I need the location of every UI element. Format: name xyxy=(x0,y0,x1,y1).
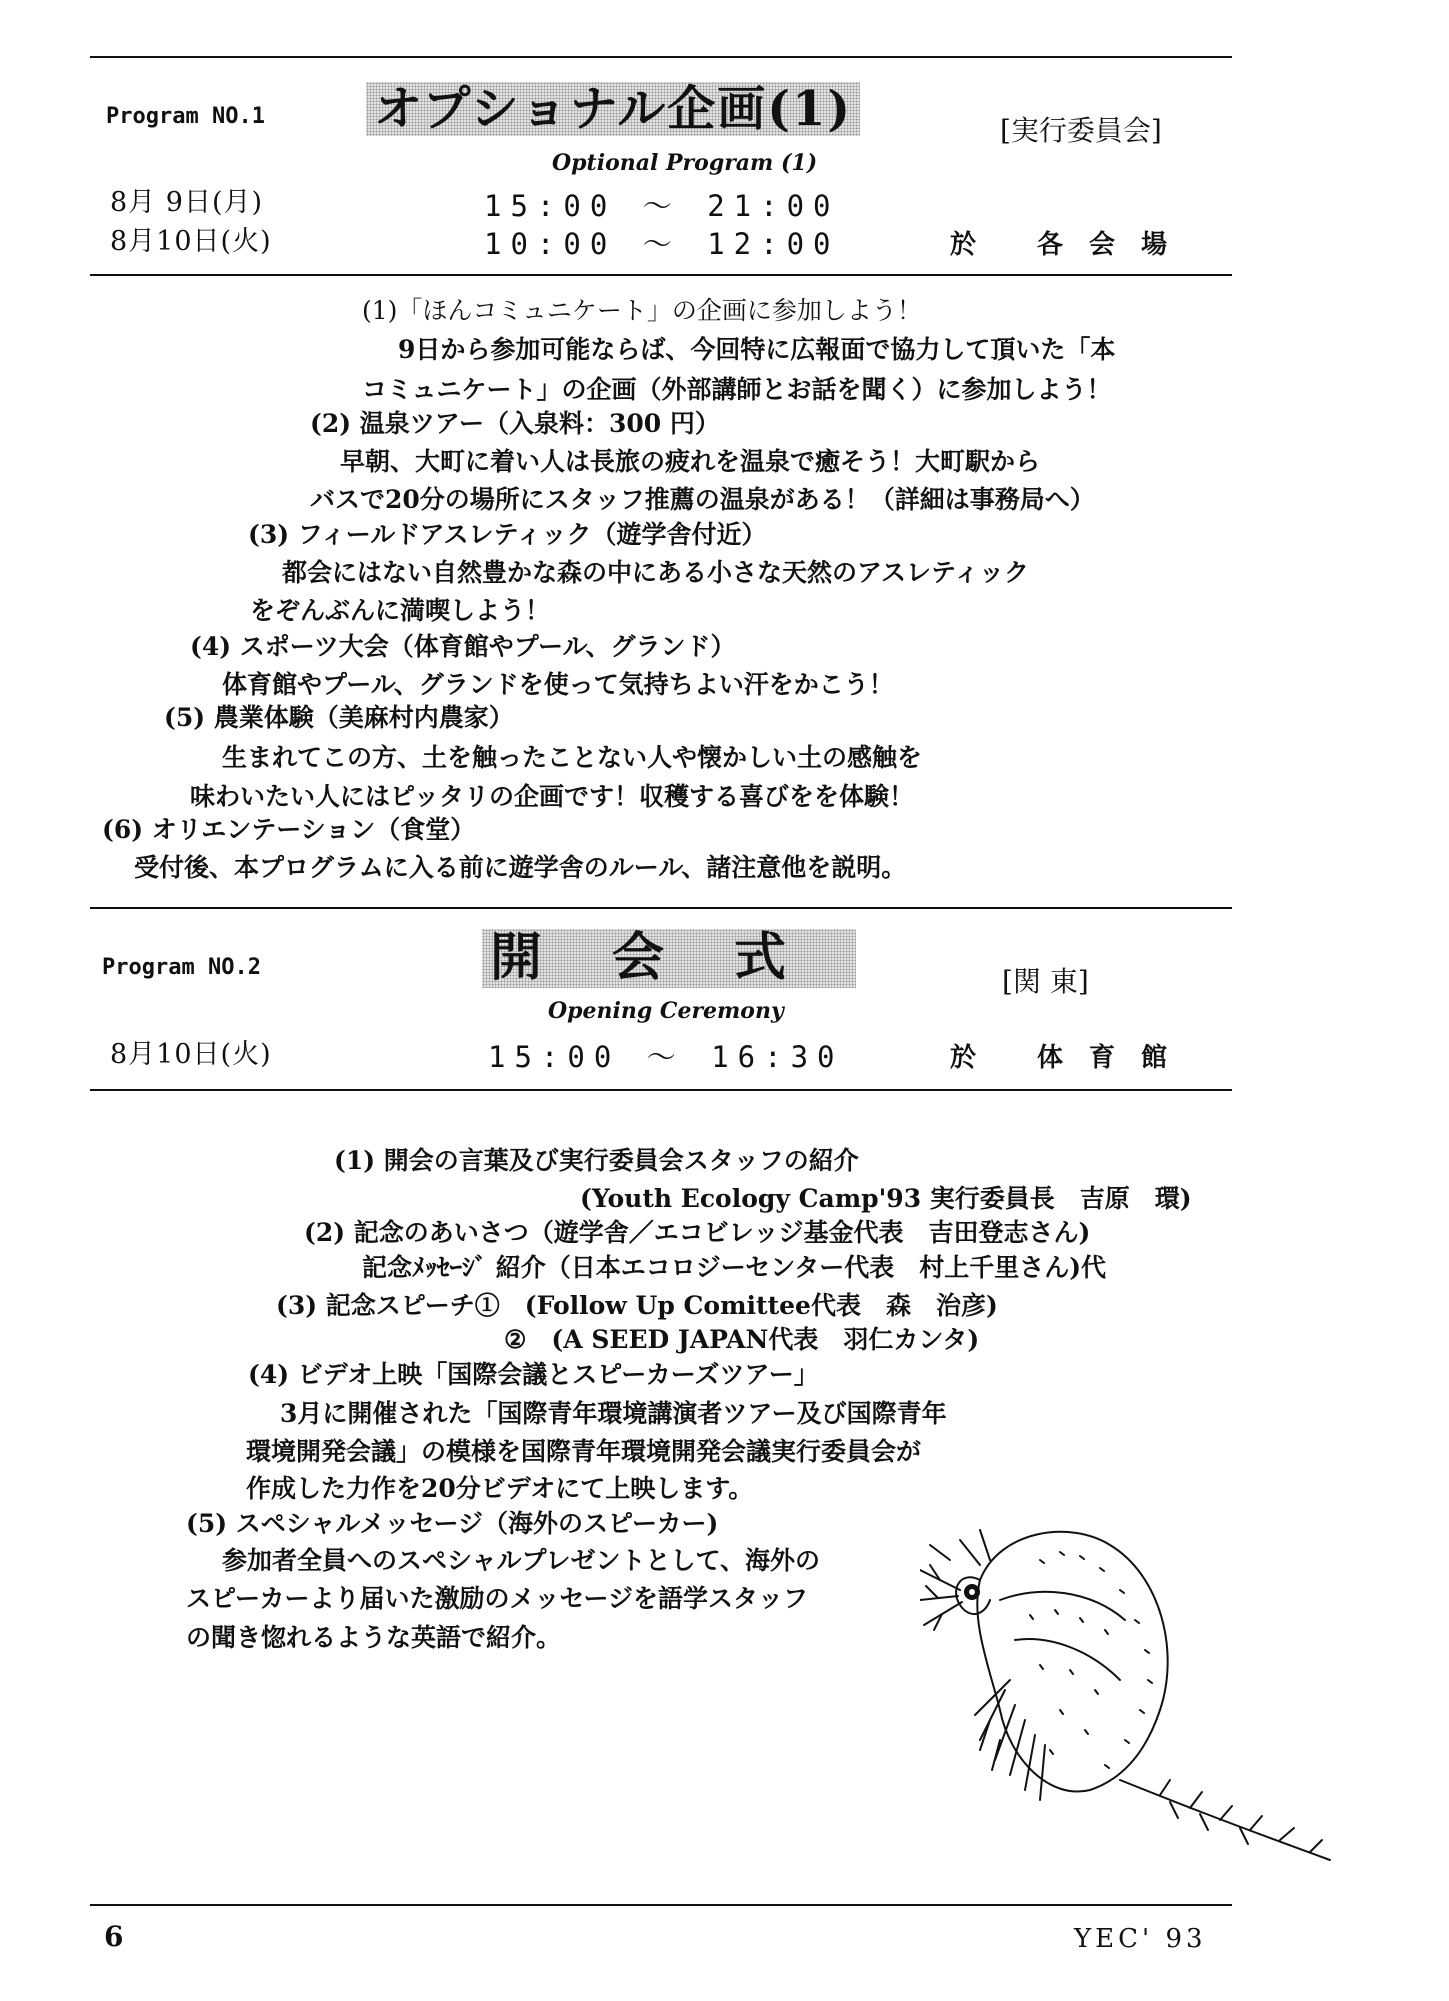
section2-line-8: 3月に開催された「国際青年環境講演者ツアー及び国際青年 xyxy=(280,1399,947,1428)
section1-line-6: バスで20分の場所にスタッフ推薦の温泉がある！（詳細は事務局へ） xyxy=(310,485,1095,514)
footer-label: YEC' 93 xyxy=(1074,1924,1207,1954)
section1-time-1: 15:00 ～ 21:00 xyxy=(484,189,840,223)
section2-line-13: スピーカーより届いた激励のメッセージを語学スタッフ xyxy=(186,1584,809,1613)
water-flea-illustration xyxy=(920,1490,1340,1870)
program-number-2: Program NO.2 xyxy=(102,955,261,980)
section1-subtitle: Optional Program (1) xyxy=(552,150,818,176)
section2-date: 8月10日(火) xyxy=(110,1039,272,1070)
top-rule xyxy=(90,56,1232,58)
section1-line-4: (2) 温泉ツアー（入泉料：300 円） xyxy=(310,409,720,438)
section1-line-11: 体育館やプール、グランドを使って気持ちよい汗をかこう！ xyxy=(222,670,894,699)
section1-line-13: 生まれてこの方、土を触ったことない人や懐かしい土の感触を xyxy=(222,743,923,772)
footer-rule xyxy=(90,1904,1232,1906)
section2-line-2: (Youth Ecology Camp'93 実行委員長 吉原 環) xyxy=(580,1184,1192,1213)
section2-venue: 於 体育館 xyxy=(950,1043,1194,1073)
section1-line-1: (1)「ほんコミュニケート」の企画に参加しよう！ xyxy=(362,296,922,325)
section1-organizer: [実行委員会] xyxy=(1000,114,1162,147)
section2-subtitle: Opening Ceremony xyxy=(548,998,784,1024)
section1-date-1: 8月 9日(月) xyxy=(110,187,264,218)
section2-organizer: [関 東] xyxy=(1002,965,1089,998)
section1-header-rule xyxy=(90,274,1232,276)
section2-time: 15:00 ～ 16:30 xyxy=(488,1040,844,1074)
section1-date-2: 8月10日(火) xyxy=(110,226,272,257)
program-number-1: Program NO.1 xyxy=(106,104,265,129)
section2-line-6: ② (A SEED JAPAN代表 羽仁カンタ) xyxy=(504,1325,980,1354)
section2-line-10: 作成した力作を20分ビデオにて上映します。 xyxy=(246,1474,754,1503)
section1-line-15: (6) オリエンテーション（食堂） xyxy=(102,815,476,844)
section2-line-4: 記念ﾒｯｾｰｼﾞ 紹介（日本エコロジーセンター代表 村上千里さん)代 xyxy=(362,1253,1107,1282)
section2-line-11: (5) スペシャルメッセージ（海外のスピーカー) xyxy=(186,1509,719,1538)
page-number: 6 xyxy=(104,1920,124,1953)
section2-line-12: 参加者全員へのスペシャルプレゼントとして、海外の xyxy=(222,1546,821,1575)
section2-line-7: (4) ビデオ上映「国際会議とスピーカーズツアー」 xyxy=(248,1360,819,1389)
section1-line-10: (4) スポーツ大会（体育館やプール、グランド） xyxy=(190,632,736,661)
section1-line-16: 受付後、本プログラムに入る前に遊学舎のルール、諸注意他を説明。 xyxy=(134,853,907,882)
section2-line-9: 環境開発会議」の模様を国際青年環境開発会議実行委員会が xyxy=(246,1437,922,1466)
section1-time-2: 10:00 ～ 12:00 xyxy=(484,227,840,261)
section2-title: 開会式 xyxy=(482,929,856,988)
section-divider-rule xyxy=(90,907,1232,909)
section1-title: オプショナル企画(1) xyxy=(366,82,860,136)
section1-line-8: 都会にはない自然豊かな森の中にある小さな天然のアスレティック xyxy=(282,558,1030,587)
section1-line-7: (3) フィールドアスレティック（遊学舎付近） xyxy=(248,520,767,549)
section2-header-rule xyxy=(90,1089,1232,1091)
section2-line-14: の聞き惚れるような英語で紹介。 xyxy=(186,1623,562,1652)
section2-line-1: (1) 開会の言葉及び実行委員会スタッフの紹介 xyxy=(334,1146,859,1175)
section1-line-5: 早朝、大町に着い人は長旅の疲れを温泉で癒そう！大町駅から xyxy=(340,447,1041,476)
section1-line-14: 味わいたい人にはピッタリの企画です！収穫する喜びをを体験！ xyxy=(190,782,915,811)
section1-line-2: 9日から参加可能ならば、今回特に広報面で協力して頂いた「本 xyxy=(398,335,1116,364)
section1-line-12: (5) 農業体験（美麻村内農家） xyxy=(164,703,514,732)
section2-line-3: (2) 記念のあいさつ（遊学舎／エコビレッジ基金代表 吉田登志さん) xyxy=(304,1218,1091,1247)
section2-line-5: (3) 記念スピーチ① (Follow Up Comittee代表 森 治彦) xyxy=(276,1291,998,1320)
section1-line-3: コミュニケート」の企画（外部講師とお話を聞く）に参加しよう！ xyxy=(362,375,1112,404)
section1-venue: 於 各会場 xyxy=(950,230,1194,260)
section1-line-9: をぞんぶんに満喫しよう！ xyxy=(250,596,551,625)
